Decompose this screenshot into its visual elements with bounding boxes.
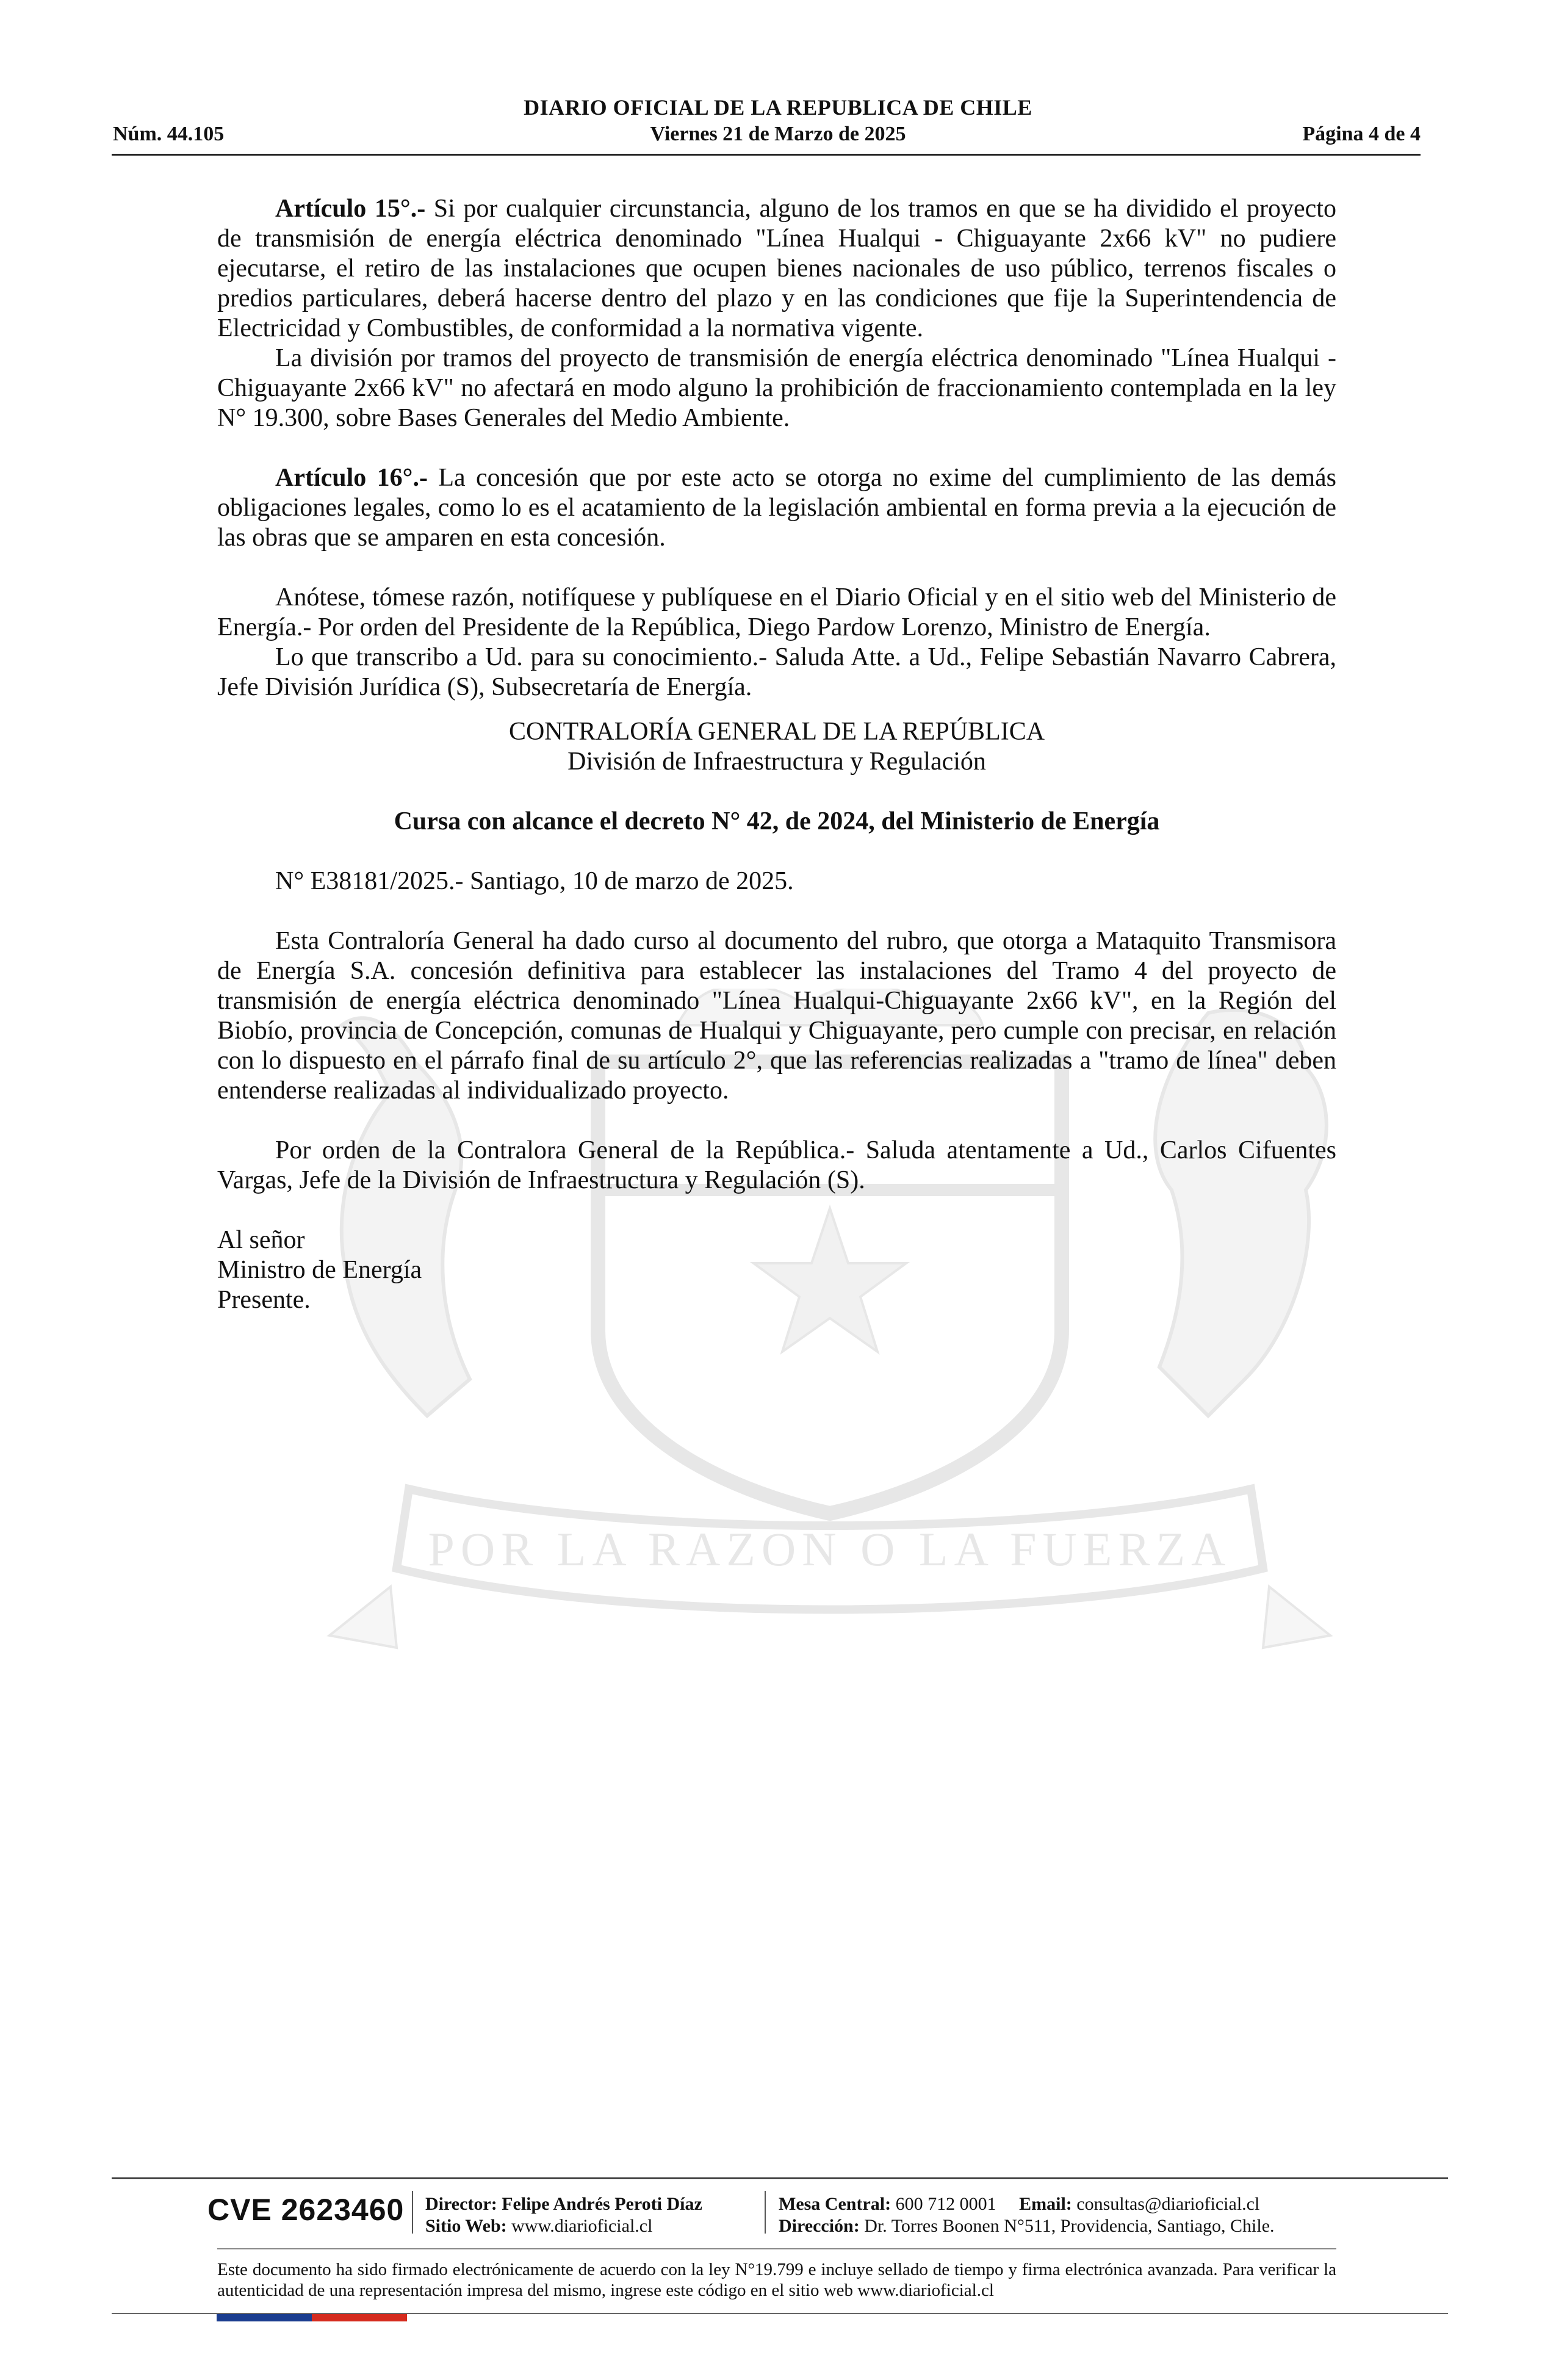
- electronic-signature-note: Este documento ha sido firmado electrónicamente de acuerdo con la ley N°19.799 e incluye sellado de tiempo y firma electrónica avanzada. Para verificar la autenticidad de una representación impresa del mismo, ingrese este código en el sitio web www.diarioficial.cl: [217, 2260, 1336, 2300]
- website-link[interactable]: www.diarioficial.cl: [511, 2216, 653, 2236]
- article-15-text: Si por cualquier circunstancia, alguno de los tramos en que se ha dividido el proyecto de transmisión de energía eléctrica denominado "Línea Hualqui - Chiguayante 2x66 kV" no pudiere ejecutarse, el retiro de las instalaciones que ocupen bienes nacionales de uso público, terrenos fiscales o predios particulares, deberá hacerse dentro del plazo y en las condiciones que fije la Superintendencia de Electricidad y Combustibles, de conformidad a la normativa vigente.: [217, 195, 1336, 342]
- header-divider: [112, 154, 1421, 156]
- website-label: Sitio Web:: [425, 2216, 507, 2236]
- addressee-line-1: Al señor: [217, 1226, 305, 1254]
- email-link[interactable]: consultas@diarioficial.cl: [1076, 2194, 1260, 2214]
- footer-mid-rule: [217, 2248, 1336, 2249]
- footer-director-block: [425, 2193, 702, 2237]
- email-label: Email:: [1019, 2194, 1072, 2214]
- flag-blue-segment: [217, 2314, 312, 2321]
- article-15-label: Artículo 15°.-: [275, 195, 426, 223]
- article-16-text: La concesión que por este acto se otorga no exime del cumplimiento de las demás obligaciones legales, como lo es el acatamiento de la legislación ambiental en forma previa a la ejecución de las obras que se amparen en esta concesión.: [217, 464, 1336, 552]
- cve-code: CVE 2623460: [207, 2193, 405, 2227]
- mesa-central-label: Mesa Central:: [779, 2194, 891, 2214]
- contraloria-paragraph-2: Por orden de la Contralora General de la República.- Saluda atentamente a Ud., Carlos Cifuentes Vargas, Jefe de la División de Infraestructura y Regulación (S).: [217, 1136, 1336, 1194]
- article-15-second-paragraph: La división por tramos del proyecto de transmisión de energía eléctrica denominado "Línea Hualqui - Chiguayante 2x66 kV" no afectará en modo alguno la prohibición de fraccionamiento contemplada en la ley N° 19.300, sobre Bases Generales del Medio Ambiente.: [217, 344, 1336, 432]
- addressee-line-2: Ministro de Energía: [217, 1256, 422, 1284]
- article-16-label: Artículo 16°.-: [275, 464, 428, 492]
- document-body: [217, 194, 1336, 1315]
- contraloria-paragraph-1: Esta Contraloría General ha dado curso al documento del rubro, que otorga a Mataquito Transmisora de Energía S.A. concesión definitiva para establecer las instalaciones del Tramo 4 del proyecto de transmisión de energía eléctrica denominado "Línea Hualqui-Chiguayante 2x66 kV", en la Región del Biobío, provincia de Concepción, comunas de Hualqui y Chiguayante, pero cumple con precisar, en relación con lo dispuesto en el párrafo final de su artículo 2°, que las referencias realizadas a "tramo de línea" deben entenderse realizadas al individualizado proyecto.: [217, 927, 1336, 1105]
- motto-text: POR LA RAZON O LA FUERZA: [428, 1523, 1232, 1576]
- footer-separator: [765, 2191, 766, 2234]
- article-15-paragraph: [217, 194, 1336, 344]
- issue-number: Núm. 44.105: [113, 123, 225, 145]
- closing-paragraph: Anótese, tómese razón, notifíquese y publíquese en el Diario Oficial y en el sitio web del Ministerio de Energía.- Por orden del Presidente de la República, Diego Pardow Lorenzo, Ministro de Energía.: [217, 583, 1336, 641]
- newspaper-title: DIARIO OFICIAL DE LA REPUBLICA DE CHILE: [524, 95, 1032, 120]
- transcription-paragraph: Lo que transcribo a Ud. para su conocimiento.- Saluda Atte. a Ud., Felipe Sebastián Navarro Cabrera, Jefe División Jurídica (S), Subsecretaría de Energía.: [217, 643, 1336, 701]
- contraloria-heading: Cursa con alcance el decreto N° 42, de 2024, del Ministerio de Energía: [394, 807, 1160, 835]
- contraloria-name: CONTRALORÍA GENERAL DE LA REPÚBLICA: [508, 718, 1045, 746]
- flag-stripe: [217, 2314, 407, 2321]
- director-name: Felipe Andrés Peroti Díaz: [502, 2194, 702, 2214]
- footer-separator: [412, 2191, 413, 2234]
- page-indicator: Página 4 de 4: [1302, 123, 1421, 145]
- address-label: Dirección:: [779, 2216, 860, 2236]
- address-text: Dr. Torres Boonen N°511, Providencia, Santiago, Chile.: [864, 2216, 1275, 2236]
- footer-top-rule: [112, 2177, 1448, 2179]
- contraloria-division: División de Infraestructura y Regulación: [567, 748, 986, 776]
- flag-red-segment: [312, 2314, 407, 2321]
- addressee-line-3: Presente.: [217, 1286, 311, 1314]
- director-label: Director:: [425, 2194, 497, 2214]
- mesa-central-phone: 600 712 0001: [895, 2194, 996, 2214]
- issue-date: Viernes 21 de Marzo de 2025: [650, 123, 906, 145]
- article-16-paragraph: [217, 463, 1336, 553]
- footer-contact-block: [779, 2193, 1275, 2237]
- contraloria-reference: N° E38181/2025.- Santiago, 10 de marzo de 2025.: [275, 867, 794, 895]
